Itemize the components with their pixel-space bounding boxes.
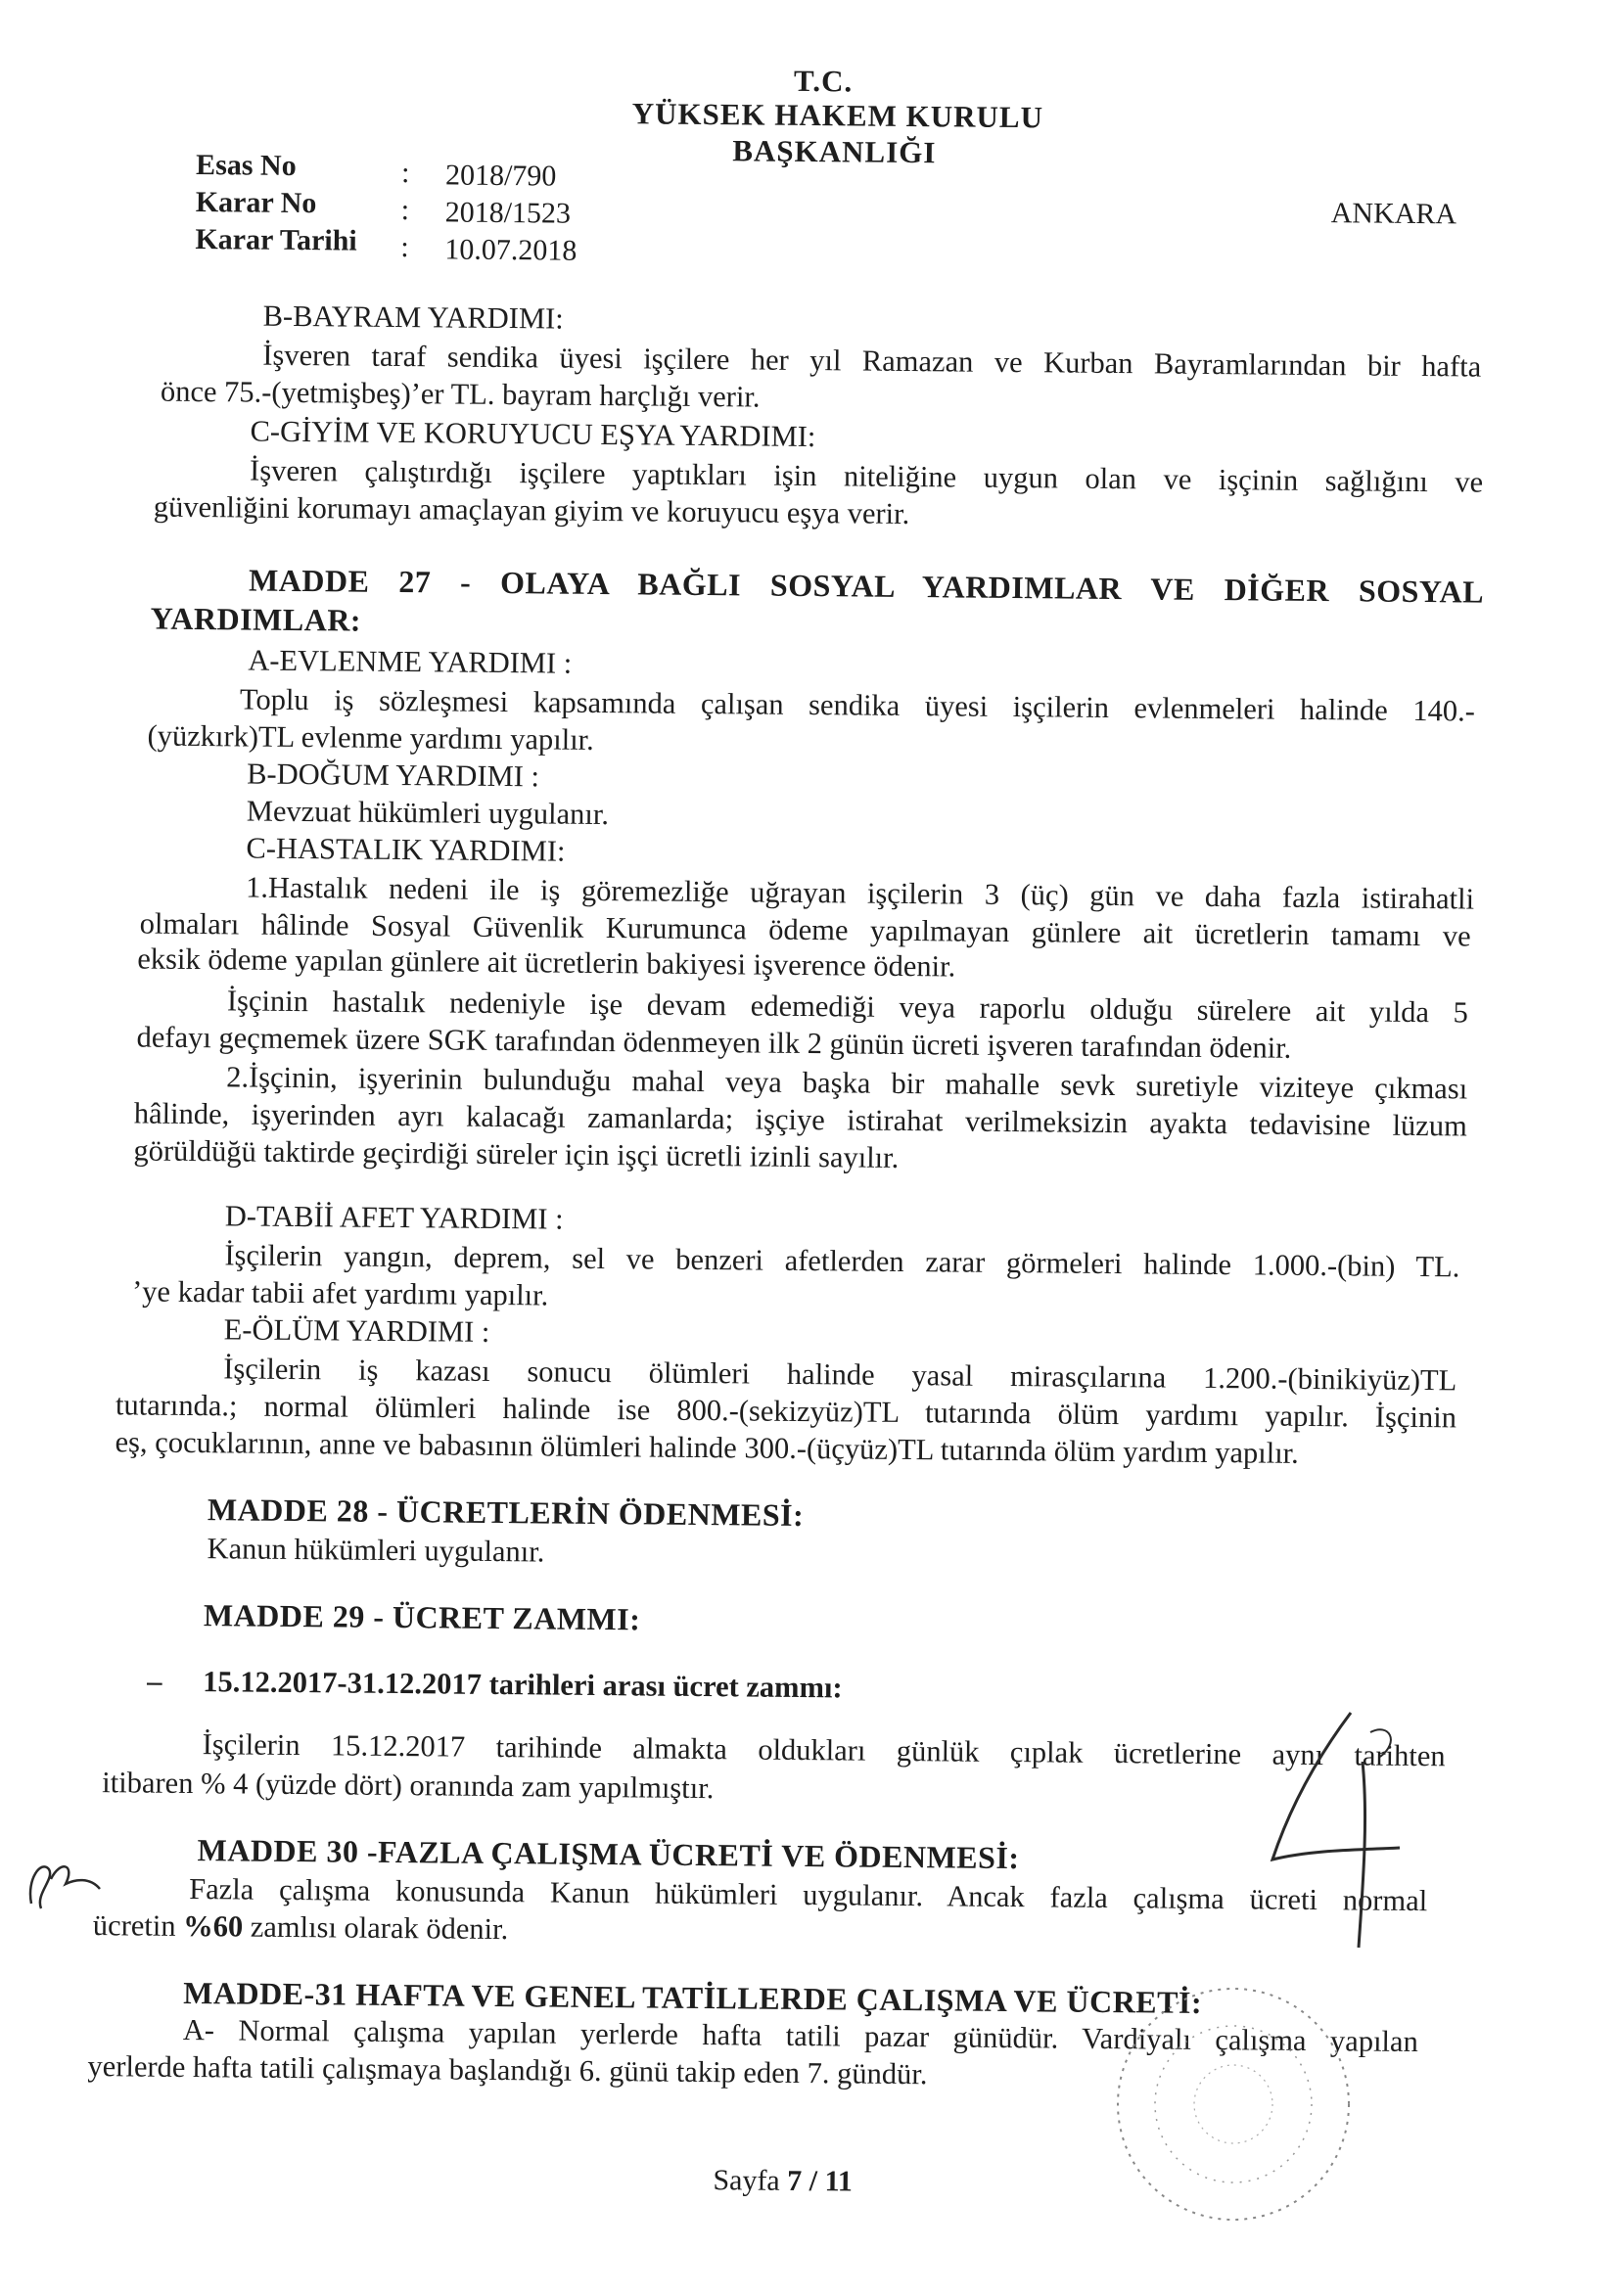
- evlenme-line-2: (yüzkırk)TL evlenme yardımı yapılır.: [147, 718, 594, 757]
- hastalik-2-line-1: 2.İşçinin, işyerinin bulunduğu mahal veya başka bir mahalle sevk suretiyle viziteye çıkması: [226, 1060, 1468, 1106]
- bayram-line-2: önce 75.-(yetmişbeş)’er TL. bayram harçlığı verir.: [160, 374, 761, 414]
- madde-31-line-2: yerlerde hafta tatili çalışmaya başlandığı 6. günü takip eden 7. gündür.: [87, 2049, 928, 2091]
- giyim-line-2: güvenliğini korumayı amaçlayan giyim ve koruyucu eşya verir.: [153, 489, 910, 531]
- hastalik-2-line-2: hâlinde, işyerinden ayrı kalacağı zamanlarda; işçiye istirahat verilmeksizin ayakta tedavisine lüzum: [133, 1096, 1467, 1143]
- hastalik-para-line-2: defayı geçmemek üzere SGK tarafından ödenmeyen ilk 2 günün ücreti işveren tarafından ödenir.: [136, 1020, 1292, 1065]
- olum-line-3: eş, çocuklarının, anne ve babasının ölümleri halinde 300.-(üçyüz)TL tutarında ölüm yardım yapılır.: [115, 1425, 1299, 1470]
- madde-30-title: MADDE 30 -FAZLA ÇALIŞMA ÜCRETİ VE ÖDENMESİ:: [197, 1832, 1020, 1876]
- dogum-title: B-DOĞUM YARDIMI :: [247, 757, 540, 794]
- header-presidency: BAŞKANLIĞI: [732, 133, 937, 170]
- madde-28-line-1: Kanun hükümleri uygulanır.: [207, 1532, 545, 1569]
- initials-left: [22, 1850, 110, 1918]
- header-tc: T.C.: [793, 63, 854, 99]
- madde-30-line-1: Fazla çalışma konusunda Kanun hükümleri uygulanır. Ancak fazla çalışma ücreti normal: [189, 1872, 1428, 1918]
- giyim-line-1: İşveren çalıştırdığı işçilere yaptıkları işin niteliğine uygun olan ve işçinin sağlığını ve: [249, 453, 1484, 499]
- olum-title: E-ÖLÜM YARDIMI :: [223, 1312, 490, 1349]
- madde-29-subtitle: 15.12.2017-31.12.2017 tarihleri arası ücret zammı:: [203, 1665, 843, 1705]
- evlenme-title: A-EVLENME YARDIMI :: [248, 643, 573, 680]
- madde-29-line-1: İşçilerin 15.12.2017 tarihinde almakta oldukları günlük çıplak ücretlerine aynı tarihten: [202, 1727, 1446, 1773]
- karar-tarihi-label: Karar Tarihi: [195, 222, 357, 257]
- madde-30-line-2-end: zamlısı olarak ödenir.: [243, 1909, 509, 1947]
- madde-29-title: MADDE 29 - ÜCRET ZAMMI:: [203, 1597, 641, 1637]
- page-number: [713, 2164, 853, 2198]
- hastalik-1-line-3: eksik ödeme yapılan günlere ait ücretlerin bakiyesi işverence ödenir.: [137, 941, 956, 984]
- hastalik-1-line-2: olmaları hâlinde Sosyal Güvenlik Kurumunca ödeme yapılmayan günlere ait ücretlerin tamamı ve: [139, 906, 1471, 953]
- evlenme-line-1: Toplu iş sözleşmesi kapsamında çalışan sendika üyesi işçilerin evlenmeleri halinde 140.-: [239, 682, 1476, 728]
- page-number-value: 7 / 11: [787, 2164, 854, 2198]
- olum-line-2: tutarında.; normal ölümleri halinde ise 800.-(sekizyüz)TL tutarında ölüm yardımı yapılır. İşçinin: [115, 1388, 1457, 1435]
- dogum-line-1: Mevzuat hükümleri uygulanır.: [246, 794, 610, 832]
- karar-value: 2018/1523: [444, 196, 572, 230]
- madde-30-line-2: [93, 1907, 509, 1948]
- afet-title: D-TABİİ AFET YARDIMI :: [224, 1199, 564, 1236]
- madde-30-rate: %60: [183, 1908, 244, 1944]
- hastalik-title: C-HASTALIK YARDIMI:: [246, 831, 566, 868]
- madde-31-line-1: A- Normal çalışma yapılan yerlerde hafta tatili pazar günüdür. Vardiyalı çalışma yapılan: [182, 2012, 1418, 2059]
- signature-right: [1253, 1703, 1419, 1957]
- karar-colon: :: [400, 194, 410, 227]
- stamp-seal: [1106, 1957, 1361, 2251]
- karar-tarihi-colon: :: [400, 230, 409, 264]
- madde-29-line-2: itibaren % 4 (yüzde dört) oranında zam yapılmıştır.: [102, 1766, 715, 1806]
- olum-line-1: İşçilerin iş kazası sonucu ölümleri halinde yasal mirasçılarına 1.200.-(binikiyüz)TL: [223, 1352, 1457, 1398]
- hastalik-para-line-1: İşçinin hastalık nedeniyle işe devam edemediği veya raporlu olduğu sürelere ait yılda 5: [226, 984, 1469, 1030]
- header-institution: YÜKSEK HAKEM KURULU: [631, 96, 1044, 135]
- afet-line-2: ’ye kadar tabii afet yardımı yapılır.: [131, 1274, 549, 1312]
- esas-value: 2018/790: [444, 159, 557, 193]
- esas-colon: :: [400, 157, 410, 190]
- page-number-label: Sayfa: [713, 2164, 788, 2197]
- hastalik-1-line-1: 1.Hastalık nedeni ile iş göremezliğe uğrayan işçilerin 3 (üç) gün ve daha fazla istirahatli: [245, 870, 1475, 916]
- madde-29-dash: –: [147, 1664, 162, 1698]
- hastalik-2-line-3: görüldüğü taktirde geçirdiği süreler için işçi ücretli izinli sayılır.: [133, 1133, 900, 1174]
- madde-28-title: MADDE 28 - ÜCRETLERİN ÖDENMESİ:: [207, 1492, 805, 1534]
- karar-label: Karar No: [195, 185, 317, 220]
- karar-tarihi-value: 10.07.2018: [444, 233, 578, 267]
- madde-31-title: MADDE-31 HAFTA VE GENEL TATİLLERDE ÇALIŞMA VE ÜCRETİ:: [183, 1974, 1203, 2020]
- bayram-line-1: İşveren taraf sendika üyesi işçilere her yıl Ramazan ve Kurban Bayramlarından bir hafta: [262, 338, 1482, 384]
- bayram-title: B-BAYRAM YARDIMI:: [262, 298, 564, 336]
- afet-line-1: İşçilerin yangın, deprem, sel ve benzeri afetlerden zarar görmeleri halinde 1.000.-(bin) TL.: [224, 1238, 1460, 1284]
- esas-label: Esas No: [195, 148, 297, 182]
- madde-27-title-cont: YARDIMLAR:: [150, 600, 362, 638]
- madde-30-line-2-start: ücretin: [92, 1908, 184, 1943]
- header-city: ANKARA: [1330, 197, 1457, 231]
- madde-27-title: MADDE 27 - OLAYA BAĞLI SOSYAL YARDIMLAR VE DİĞER SOSYAL: [248, 562, 1485, 610]
- giyim-title: C-GİYİM VE KORUYUCU EŞYA YARDIMI:: [250, 414, 816, 454]
